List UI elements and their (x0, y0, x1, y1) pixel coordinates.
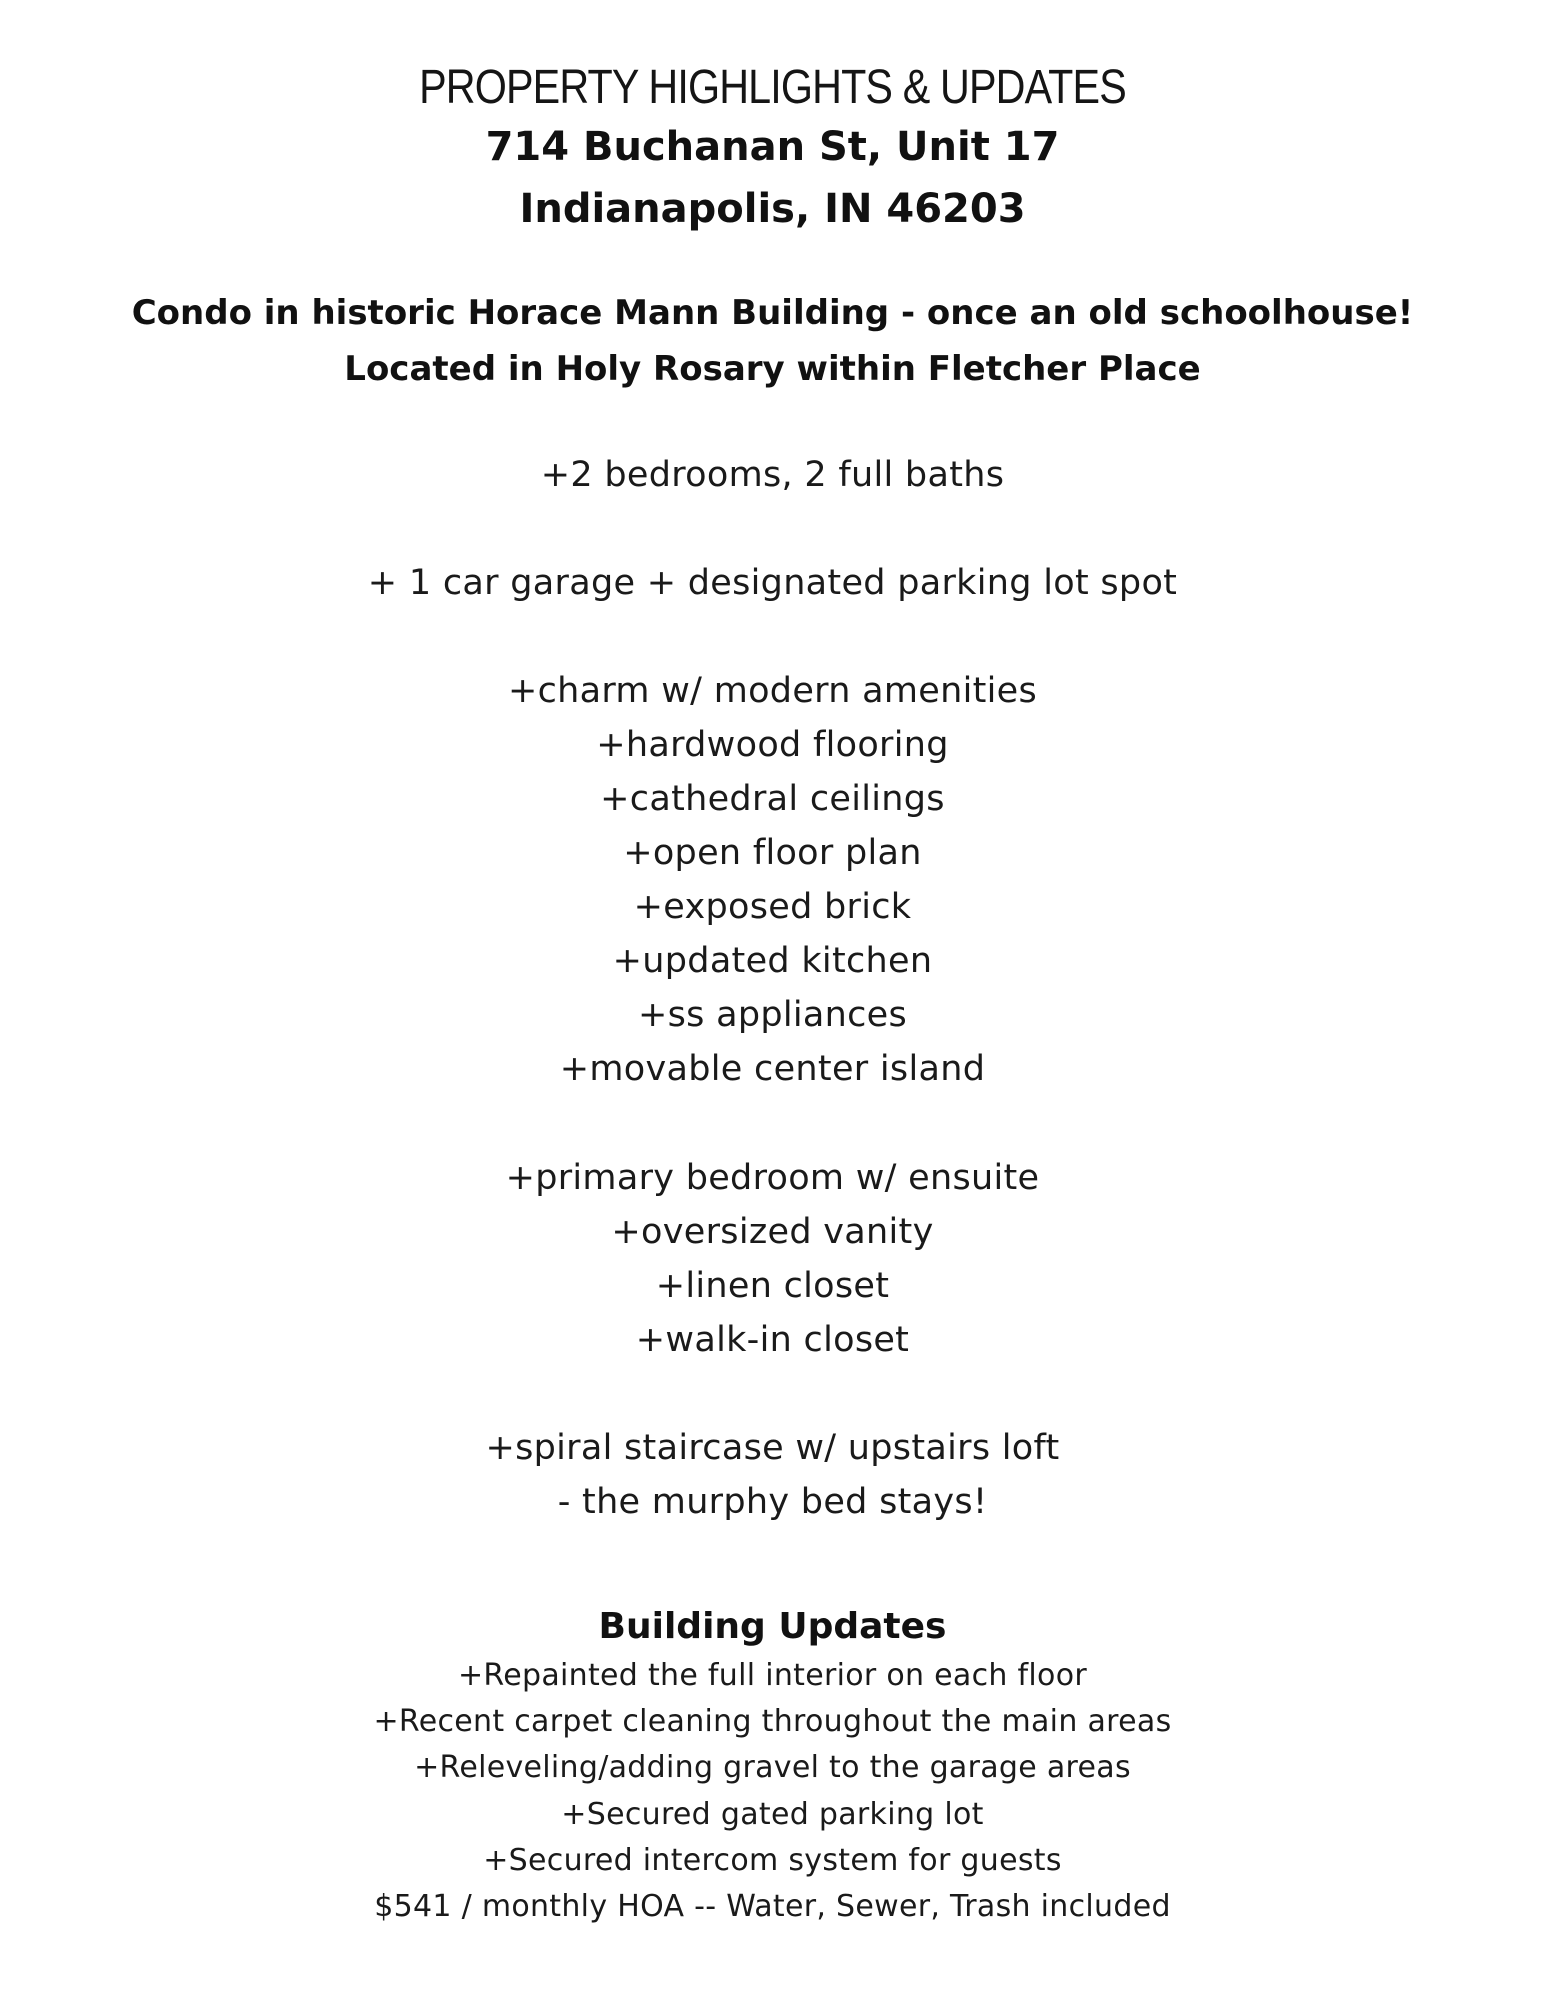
feature-hardwood: +hardwood flooring (596, 725, 949, 765)
feature-vanity: +oversized vanity (611, 1212, 934, 1252)
update-gravel: +Releveling/adding gravel to the garage areas (414, 1750, 1131, 1785)
feature-kitchen: +updated kitchen (612, 941, 933, 981)
feature-floor-plan: +open floor plan (623, 833, 922, 873)
address-city: Indianapolis, IN 46203 (519, 186, 1026, 232)
feature-linen-closet: +linen closet (655, 1266, 890, 1306)
feature-island: +movable center island (559, 1049, 986, 1089)
update-parking-lot: +Secured gated parking lot (561, 1797, 984, 1832)
feature-primary-bedroom: +primary bedroom w/ ensuite (505, 1158, 1040, 1198)
update-repainted: +Repainted the full interior on each floor (457, 1658, 1087, 1693)
page-title: PROPERTY HIGHLIGHTS & UPDATES (419, 61, 1126, 114)
feature-staircase: +spiral staircase w/ upstairs loft (485, 1428, 1060, 1468)
update-intercom: +Secured intercom system for guests (483, 1843, 1062, 1878)
feature-brick: +exposed brick (633, 887, 912, 927)
hoa-fee: $541 / monthly HOA -- Water, Sewer, Trash included (374, 1889, 1171, 1924)
address-street: 714 Buchanan St, Unit 17 (485, 124, 1060, 170)
tagline-location: Located in Holy Rosary within Fletcher Place (344, 349, 1201, 389)
feature-charm: +charm w/ modern amenities (507, 671, 1038, 711)
feature-garage: + 1 car garage + designated parking lot spot (367, 563, 1178, 603)
feature-murphy-bed: - the murphy bed stays! (557, 1482, 988, 1522)
tagline-building: Condo in historic Horace Mann Building - once an old schoolhouse! (131, 293, 1414, 333)
building-updates-heading: Building Updates (598, 1606, 947, 1647)
feature-bedrooms: +2 bedrooms, 2 full baths (540, 455, 1005, 495)
feature-walk-in-closet: +walk-in closet (635, 1320, 910, 1360)
update-carpet: +Recent carpet cleaning throughout the main areas (373, 1704, 1172, 1739)
feature-appliances: +ss appliances (637, 995, 908, 1035)
feature-ceilings: +cathedral ceilings (600, 779, 945, 819)
